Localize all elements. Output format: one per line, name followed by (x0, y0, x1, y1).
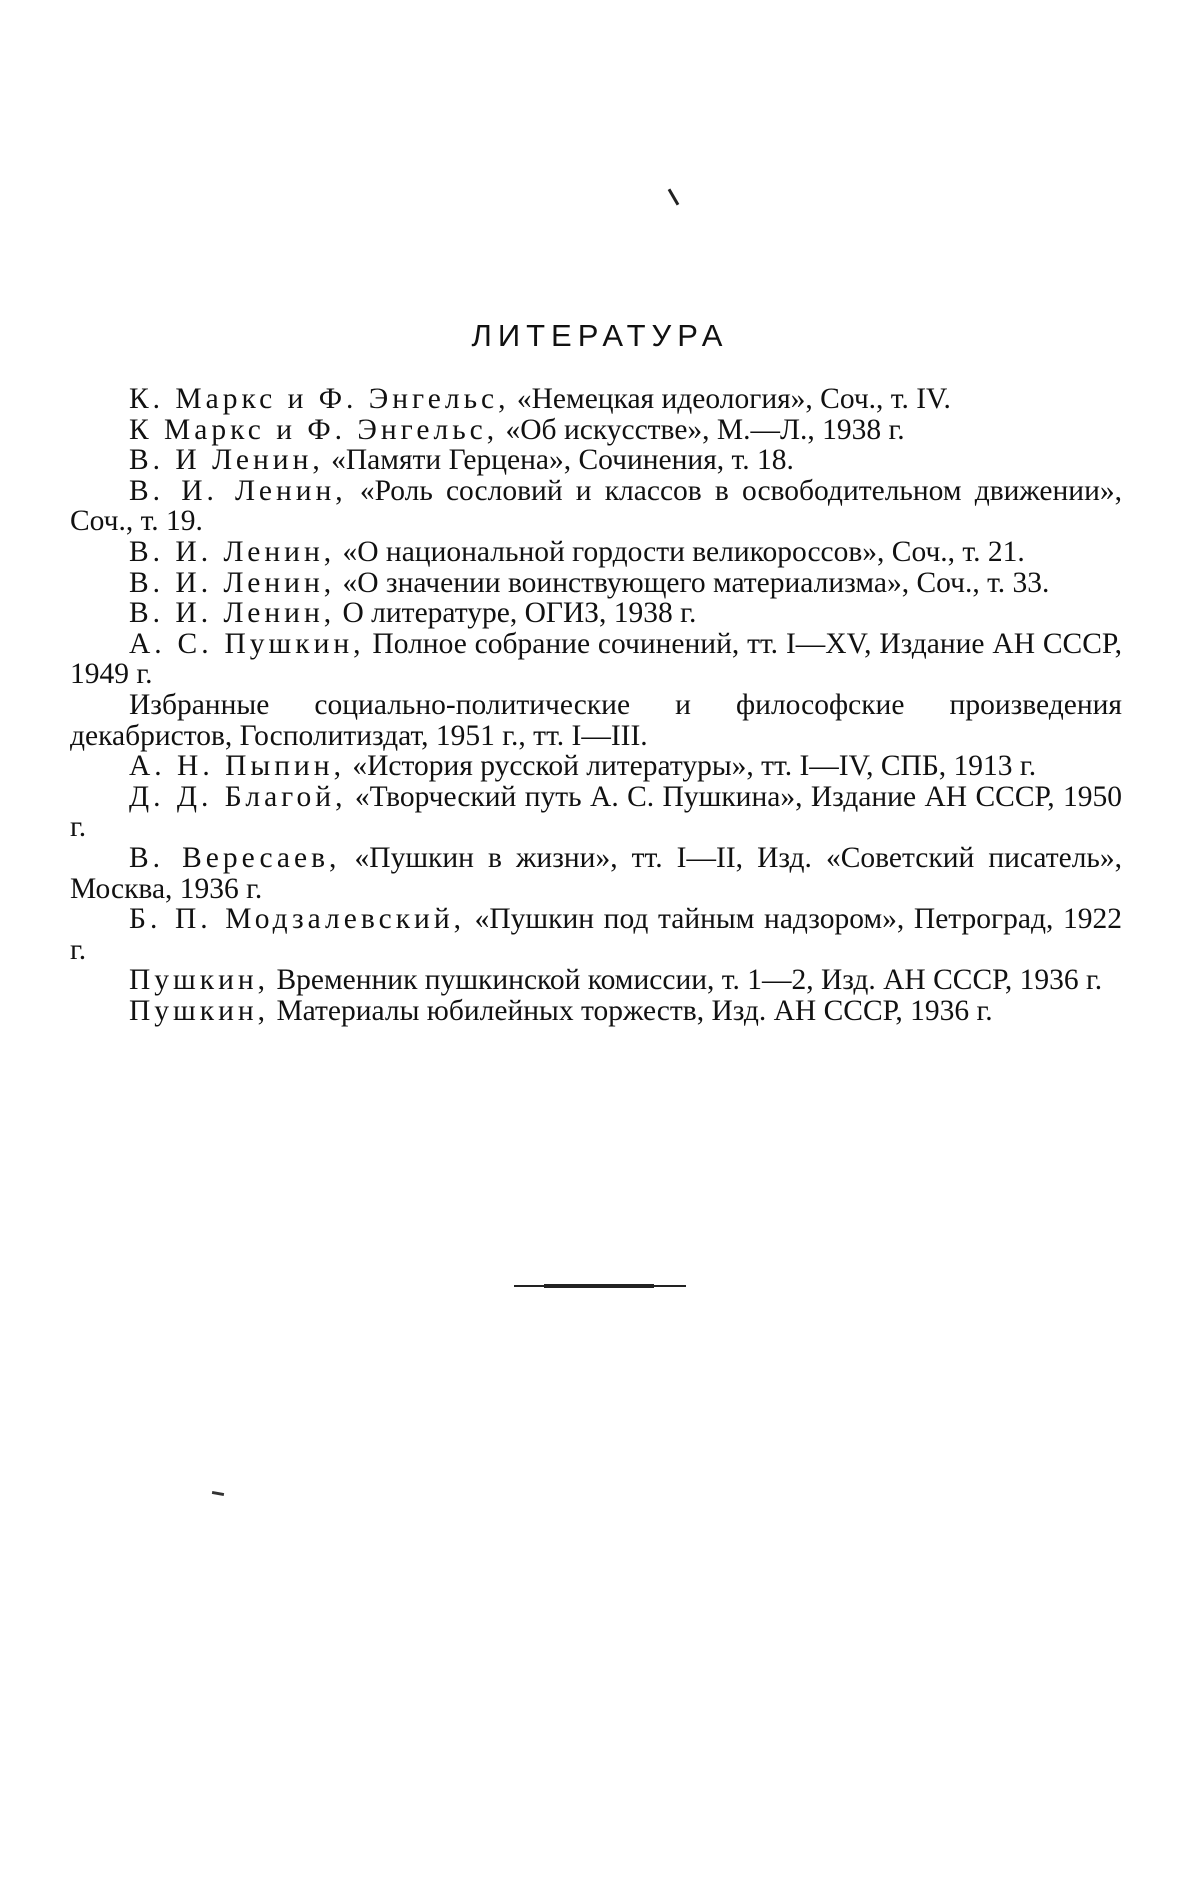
entry-author: Д. Д. Благой, (129, 780, 347, 813)
bibliography-entry (70, 782, 1122, 843)
entry-text: Полное собрание сочинений, тт. I—XV, Издание АН СССР, 1949 г. (70, 627, 1123, 691)
entry-author: К Маркс и Ф. Энгельс, (129, 413, 499, 446)
entry-author: В. И Ленин, (129, 444, 324, 477)
entry-author: В. И. Ленин, (129, 566, 336, 599)
entry-author: В. И. Ленин, (129, 597, 336, 630)
bibliography-entry (70, 965, 1122, 996)
bibliography-entry (70, 537, 1122, 568)
stray-print-mark (212, 1491, 224, 1496)
entry-text: «История русской литературы», тт. I—IV, СПБ, 1913 г. (344, 750, 1037, 783)
bibliography-entry (70, 598, 1122, 629)
entry-author: К. Маркс и Ф. Энгельс, (129, 383, 510, 415)
entry-author: Пушкин, (129, 964, 270, 997)
end-ornament-divider (514, 1285, 686, 1287)
entry-author: Пушкин, (129, 994, 270, 1027)
entry-text: Материалы юбилейных торжеств, Изд. АН СССР, 1936 г. (269, 994, 993, 1027)
page-title: ЛИТЕРАТУРА (471, 318, 729, 353)
bibliography-entry (70, 904, 1122, 965)
entry-text: «О значении воинствующего материализма», Соч., т. 33. (335, 566, 1050, 599)
entry-author: В. И. Ленин, (129, 535, 336, 568)
bibliography-entry (70, 690, 1122, 751)
entry-text: «Пушкин под тайным надзором», Петроград, 1922 г. (70, 903, 1122, 966)
bibliography-entry (70, 476, 1122, 537)
bibliography-list (70, 384, 1122, 1026)
bibliography-entry (70, 445, 1122, 476)
entry-text: «Пушкин в жизни», тт. I—II, Изд. «Советский писатель», Москва, 1936 г. (70, 841, 1122, 905)
bibliography-entry (70, 843, 1122, 904)
entry-text: «Роль сословий и классов в освободительном движении», Соч., т. 19. (70, 474, 1122, 538)
entry-author: В. И. Ленин, (129, 474, 347, 507)
entry-text: «Творческий путь А. С. Пушкина», Издание АН СССР, 1950 г. (70, 780, 1122, 844)
entry-text: О литературе, ОГИЗ, 1938 г. (335, 597, 697, 630)
entry-text: «О национальной гордости великороссов», Соч., т. 21. (335, 535, 1025, 568)
entry-text: «Об искусстве», М.—Л., 1938 г. (498, 413, 905, 446)
bibliography-entry (70, 629, 1122, 690)
bibliography-entry (70, 751, 1122, 782)
entry-author: А. С. Пушкин, (129, 627, 365, 660)
stray-print-mark (668, 188, 680, 205)
entry-author: А. Н. Пыпин, (129, 750, 345, 783)
entry-text: Временник пушкинской комиссии, т. 1—2, Изд. АН СССР, 1936 г. (269, 964, 1103, 997)
entry-text: «Памяти Герцена», Сочинения, т. 18. (323, 444, 794, 477)
entry-text: Избранные социально-политические и философские произведения декабристов, Госполитиздат, 1951 г., тт. I—III. (70, 688, 1122, 752)
bibliography-entry (70, 384, 1122, 415)
entry-text: «Немецкая идеология», Соч., т. IV. (509, 383, 951, 415)
bibliography-entry (70, 415, 1122, 446)
bibliography-entry (70, 568, 1122, 599)
entry-author: Б. П. Модзалевский, (129, 903, 465, 936)
entry-author: В. Вересаев, (129, 841, 341, 874)
bibliography-entry (70, 996, 1122, 1027)
